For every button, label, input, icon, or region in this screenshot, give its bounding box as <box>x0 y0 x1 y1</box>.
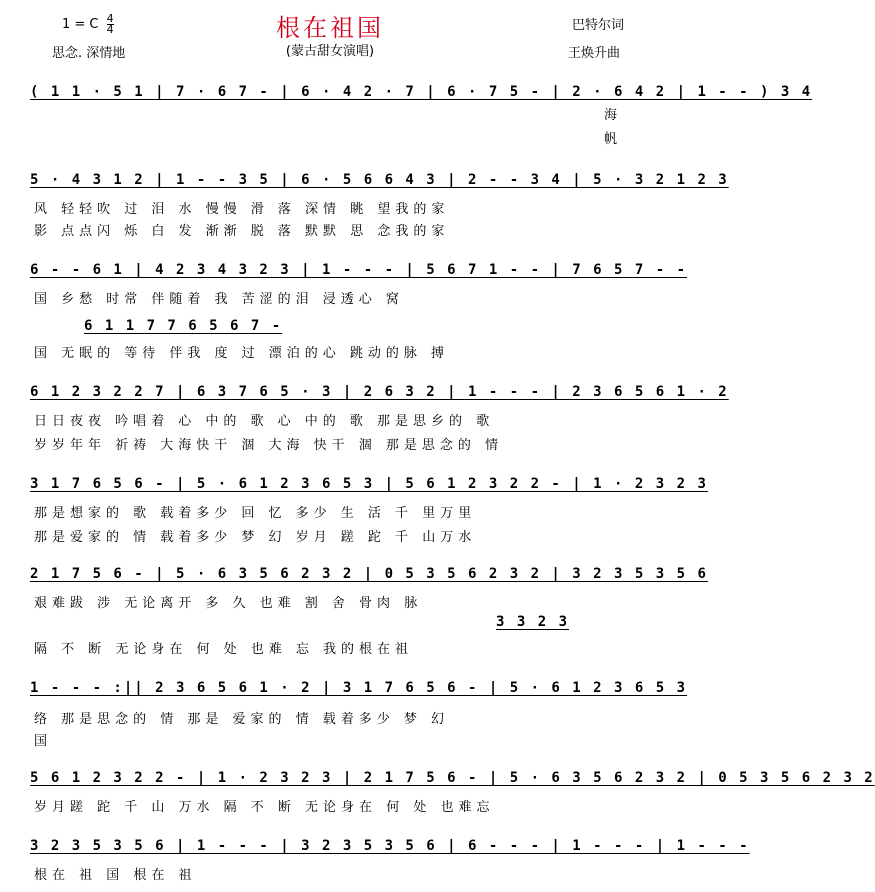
composer: 王焕升曲 <box>568 46 621 61</box>
notation-line: 5 · 4 3 1 2 | 1 - - 3 5 | 6 · 5 6 6 4 3 | 2 - - 3 4 | 5 · 3 2 1 2 3 <box>30 172 729 188</box>
notation-line: 6 - - 6 1 | 4 2 3 4 3 2 3 | 1 - - - | 5 6 7 1 - - | 7 6 5 7 - - <box>30 262 688 278</box>
lyric-line: 隔 不 断 无论身在 何 处 也难 忘 我的根在祖 <box>34 642 414 657</box>
lyric-line: 络 那是思念的 情 那是 爱家的 情 载着多少 梦 幻 <box>34 712 450 727</box>
singer-note: (蒙古甜女演唱) <box>285 44 375 59</box>
meter-bottom: 4 <box>106 23 114 36</box>
lyric-line: 国 <box>34 734 53 749</box>
lyric-line: 那是爱家的 情 载着多少 梦 幻 岁月 蹉 跎 千 山万水 <box>34 530 477 545</box>
lyric-line: 岁岁年年 祈祷 大海快干 涸 大海 快干 涸 那是思念的 情 <box>34 438 504 453</box>
lyric-line: 影 点点闪 烁 白 发 渐渐 脱 落 默默 思 念我的家 <box>34 224 450 239</box>
lyric-line: 国 无眠的 等待 伴我 度 过 漂泊的心 跳动的脉 搏 <box>34 346 450 361</box>
meter-top: 4 <box>106 12 114 25</box>
lyric-side: 帆 <box>604 132 618 147</box>
notation-line: 6 1 1 7 7 6 5 6 7 - <box>84 318 283 334</box>
lyric-side: 海 <box>604 108 618 123</box>
lyric-line: 岁月蹉 跎 千 山 万水 隔 不 断 无论身在 何 处 也难忘 <box>34 800 495 815</box>
notation-line: 6 1 2 3 2 2 7 | 6 3 7 6 5 · 3 | 2 6 3 2 | 1 - - - | 2 3 6 5 6 1 · 2 <box>30 384 729 400</box>
tempo-mood: 思念. 深情地 <box>52 46 126 61</box>
key-label: 1 = C <box>62 17 99 32</box>
notation-line: 3 3 2 3 <box>496 614 570 630</box>
notation-line: 2 1 7 5 6 - | 5 · 6 3 5 6 2 3 2 | 0 5 3 5 6 2 3 2 | 3 2 3 5 3 5 6 <box>30 566 708 582</box>
lyric-line: 艰难跋 涉 无论离开 多 久 也难 割 舍 骨肉 脉 <box>34 596 423 611</box>
notation-line: 1 - - - :|| 2 3 6 5 6 1 · 2 | 3 1 7 6 5 6 - | 5 · 6 1 2 3 6 5 3 <box>30 680 688 696</box>
notation-line: 3 1 7 6 5 6 - | 5 · 6 1 2 3 6 5 3 | 5 6 1 2 3 2 2 - | 1 · 2 3 2 3 <box>30 476 708 492</box>
notation-line: 5 6 1 2 3 2 2 - | 1 · 2 3 2 3 | 2 1 7 5 6 - | 5 · 6 3 5 6 2 3 2 | 0 5 3 5 6 2 3 2 <box>30 770 875 786</box>
lyric-line: 日日夜夜 吟唱着 心 中的 歌 心 中的 歌 那是思乡的 歌 <box>34 414 495 429</box>
lyricist: 巴特尔词 <box>572 18 625 33</box>
notation-line: 3 2 3 5 3 5 6 | 1 - - - | 3 2 3 5 3 5 6 | 6 - - - | 1 - - - | 1 - - - <box>30 838 750 854</box>
notation-line: ( 1 1 · 5 1 | 7 · 6 7 - | 6 · 4 2 · 7 | 6 · 7 5 - | 2 · 6 4 2 | 1 - - ) 3 4 <box>30 84 813 100</box>
lyric-line: 那是想家的 歌 载着多少 回 忆 多少 生 活 千 里万里 <box>34 506 477 521</box>
lyric-line: 根在 祖 国 根在 祖 <box>34 868 197 883</box>
lyric-line: 国 乡愁 时常 伴随着 我 苦涩的泪 浸透心 窝 <box>34 292 404 307</box>
song-title: 根在祖国 <box>276 14 384 42</box>
lyric-line: 风 轻轻吹 过 泪 水 慢慢 滑 落 深情 眺 望我的家 <box>34 202 450 217</box>
